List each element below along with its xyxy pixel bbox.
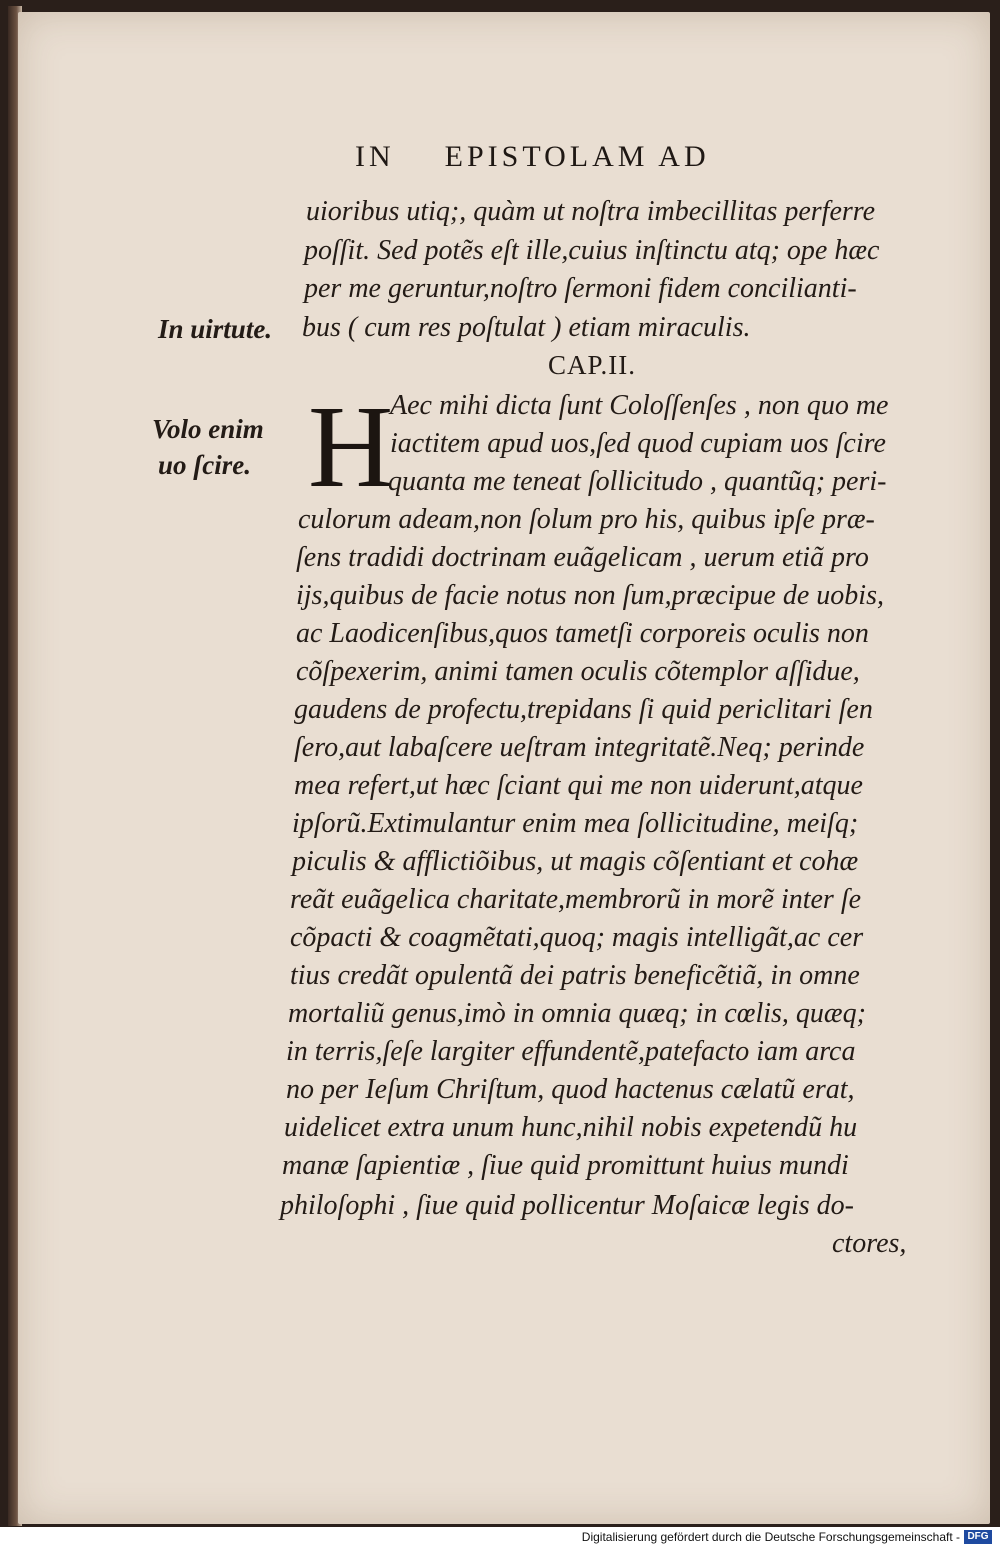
text-line: culorum adeam,non ſolum pro his, quibus ipſe præ- [298, 504, 875, 535]
text-line: mea refert,ut hæc ſciant qui me non uiderunt,atque [294, 770, 863, 801]
text-line: ſero,aut labaſcere ueſtram integritatẽ.Neq; perinde [294, 732, 865, 763]
text-line: uioribus utiq;, quàm ut noſtra imbecillitas perferre [306, 196, 876, 227]
footer-bar [0, 1527, 1000, 1548]
text-line: ijs,quibus de facie notus non ſum,præcipue de uobis, [296, 580, 884, 611]
text-line: no per Ieſum Chriſtum, quod hactenus cælatũ erat, [286, 1074, 855, 1105]
text-line: reãt euãgelica charitate,membrorũ in morẽ inter ſe [290, 884, 862, 915]
text-line: cõpacti & coagmẽtati,quoq; magis intelligãt,ac cer [290, 922, 864, 953]
running-head-word2: EPISTOLAM AD [444, 140, 710, 173]
text-line: quanta me teneat ſollicitudo , quantũq; peri- [388, 466, 887, 497]
dfg-logo: DFG [964, 1530, 992, 1544]
margin-note-uo-scire: uo ſcire. [158, 450, 251, 480]
running-head [355, 140, 710, 174]
text-line: mortaliũ genus,imò in omnia quæq; in cœlis, quæq; [288, 998, 866, 1029]
catchword: ctores, [832, 1228, 907, 1259]
text-line: manæ ſapientiæ , ſiue quid promittunt huius mundi [282, 1150, 849, 1181]
text-line: uidelicet extra unum hunc,nihil nobis expetendũ hu [284, 1112, 858, 1143]
text-line: cõſpexerim, animi tamen oculis cõtemplor aſſidue, [296, 656, 860, 687]
text-line: philoſophi , ſiue quid pollicentur Moſaicæ legis do- [280, 1190, 854, 1221]
text-line: ſens tradidi doctrinam euãgelicam , uerum etiã pro [296, 542, 869, 573]
margin-note-in-uirtute: In uirtute. [158, 314, 273, 344]
margin-note-volo-enim: Volo enim [152, 414, 264, 444]
text-line: bus ( cum res poſtulat ) etiam miraculis. [302, 312, 751, 343]
text-line: per me geruntur,noſtro ſermoni fidem concilianti- [304, 273, 857, 304]
chapter-heading: CAP.II. [548, 350, 637, 380]
text-line: ipſorũ.Extimulantur enim mea ſollicitudine, meiſq; [292, 808, 859, 839]
text-line: tius credãt opulentã dei patris beneficẽtiã, in omne [290, 960, 860, 991]
text-line: ac Laodicenſibus,quos tametſi corporeis oculis non [296, 618, 869, 649]
running-head-word1: IN [355, 140, 395, 173]
text-line: iactitem apud uos,ſed quod cupiam uos ſcire [390, 428, 886, 459]
drop-cap-initial: H [308, 381, 394, 512]
text-line: gaudens de profectu,trepidans ſi quid periclitari ſen [294, 694, 873, 725]
text-line: in terris,ſeſe largiter effundentẽ,patefacto iam arca [286, 1036, 856, 1067]
text-line: Aec mihi dicta ſunt Coloſſenſes , non quo me [390, 390, 889, 421]
text-line: piculis & afflictiõibus, ut magis cõſentiant et cohæ [292, 846, 859, 877]
text-line: poſſit. Sed potẽs eſt ille,cuius inſtinctu atq; ope hæc [304, 235, 880, 266]
footer-credit: Digitalisierung gefördert durch die Deutsche Forschungsgemeinschaft - [581, 1530, 960, 1544]
